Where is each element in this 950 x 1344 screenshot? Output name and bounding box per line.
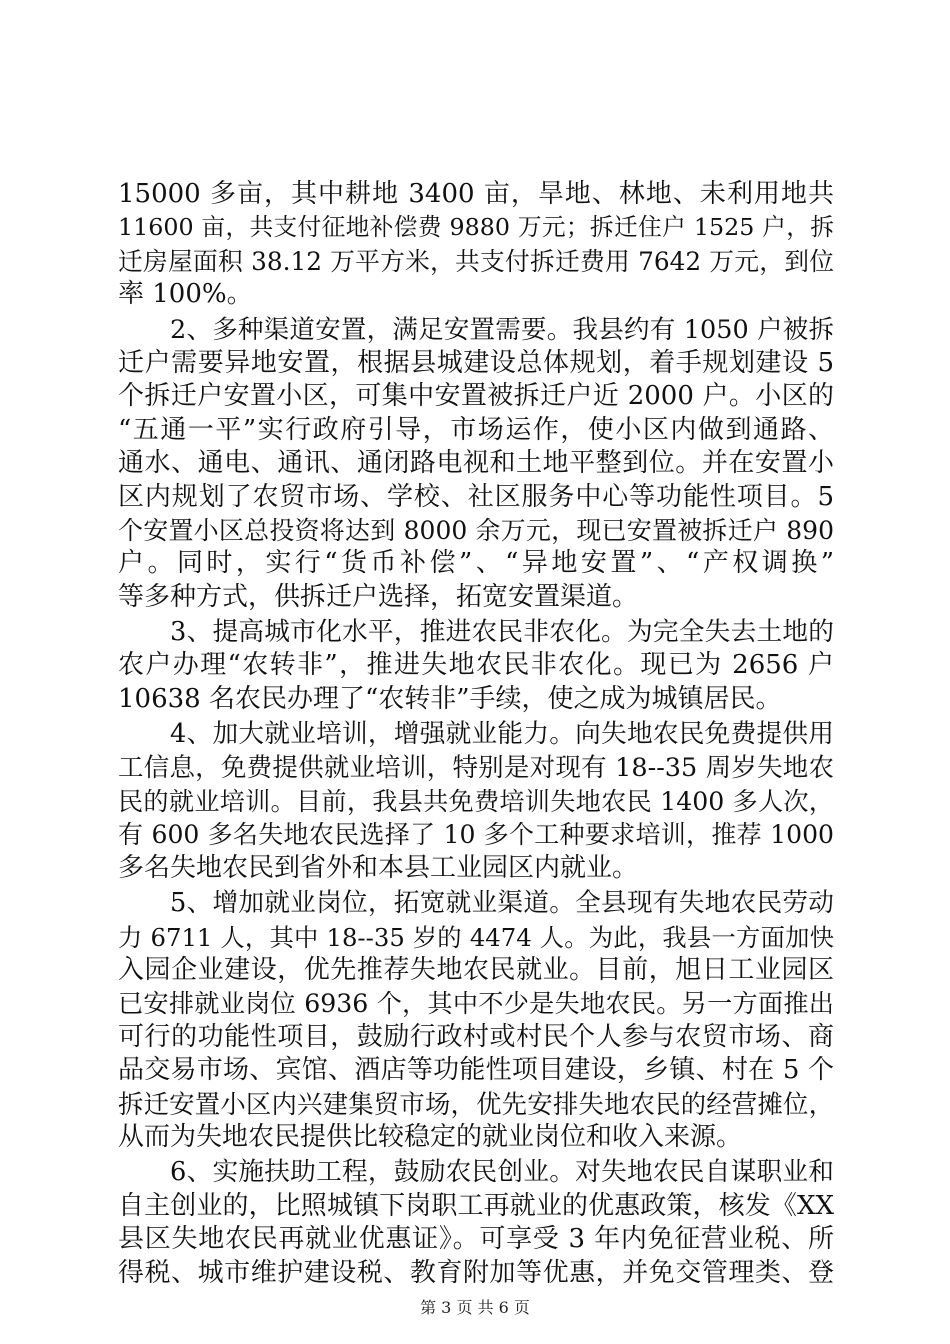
text-line: 有 600 多名失地农民选择了 10 多个工种要求培训，推荐 1000 [118,820,834,850]
text-line: 民的就业培训。目前，我县共免费培训失地农民 1400 多人次， [118,787,834,817]
text-line: 5、增加就业岗位，拓宽就业渠道。全县现有失地农民劳动 [170,888,834,919]
text-line: 2、多种渠道安置，满足安置需要。我县约有 1050 户被拆 [170,314,834,345]
text-line: 得税、城市维护建设税、教育附加等优惠，并免交管理类、登 [118,1257,834,1288]
text-line: 可行的功能性项目，鼓励行政村或村民个人参与农贸市场、商 [118,1021,834,1052]
text-line: 已安排就业岗位 6936 个，其中不少是失地农民。另一方面推出 [118,989,834,1019]
paragraph-5 [118,887,834,1154]
text-line: 通水、通电、通讯、通闭路电视和土地平整到位。并在安置小 [118,448,834,479]
text-line: 个拆迁户安置小区，可集中安置被拆迁户近 2000 户。小区的 [118,381,834,412]
text-line: 力 6711 人，其中 18--35 岁的 4474 人。为此，我县一方面加快 [118,922,834,952]
document-body [118,178,834,1290]
paragraph-2 [118,314,834,615]
text-line: 多名失地农民到省外和本县工业园区内就业。 [118,852,639,883]
text-line: 个安置小区总投资将达到 8000 余万元，现已安置被拆迁户 890 [118,515,834,545]
text-line: 工信息，免费提供就业培训，特别是对现有 18--35 周岁失地农 [118,752,834,783]
text-line: 区内规划了农贸市场、学校、社区服务中心等功能性项目。5 [118,481,834,512]
text-line: 等多种方式，供拆迁户选择，拓宽安置渠道。 [118,581,639,612]
paragraph-3 [118,616,834,716]
text-line: 从而为失地农民提供比较稳定的就业岗位和收入来源。 [118,1121,743,1152]
page-number-footer: 第 3 页 共 6 页 [420,1298,530,1317]
text-line: 4、加大就业培训，增强就业能力。向失地农民免费提供用 [170,719,834,750]
text-line: 户。同时，实行“货币补偿”、“异地安置”、“产权调换” [118,548,834,579]
text-line: 品交易市场、宾馆、酒店等功能性项目建设，乡镇、村在 5 个 [118,1055,834,1086]
text-line: 入园企业建设，优先推荐失地农民就业。目前，旭日工业园区 [118,954,834,985]
paragraph-4 [118,718,834,885]
text-line: 6、实施扶助工程，鼓励农民创业。对失地农民自谋职业和 [170,1157,834,1188]
text-line: 迁房屋面积 38.12 万平方米，共支付拆迁费用 7642 万元，到位 [118,246,834,276]
paragraph-1 [118,178,834,312]
text-line: 3、提高城市化水平，推进农民非农化。为完全失去土地的 [170,617,834,648]
text-line: 迁户需要异地安置，根据县城建设总体规划，着手规划建设 5 [118,347,834,378]
text-line: “五通一平”实行政府引导，市场运作，使小区内做到通路、 [118,414,834,445]
text-line: 自主创业的，比照城镇下岗职工再就业的优惠政策，核发《XX [118,1190,834,1221]
text-line: 县区失地农民再就业优惠证》。可享受 3 年内免征营业税、所 [118,1224,834,1255]
text-line: 15000 多亩，其中耕地 3400 亩，旱地、林地、未利用地共 [118,179,834,209]
paragraph-6 [118,1156,834,1290]
text-line: 10638 名农民办理了“农转非”手续，使之成为城镇居民。 [118,683,782,714]
text-line: 拆迁安置小区内兴建集贸市场，优先安排失地农民的经营摊位， [118,1088,834,1119]
text-line: 农户办理“农转非”，推进失地农民非农化。现已为 2656 户 [118,650,834,681]
text-line: 率 100%。 [118,279,253,310]
text-line: 11600 亩，共支付征地补偿费 9880 万元；拆迁住户 1525 户，拆 [118,213,834,242]
